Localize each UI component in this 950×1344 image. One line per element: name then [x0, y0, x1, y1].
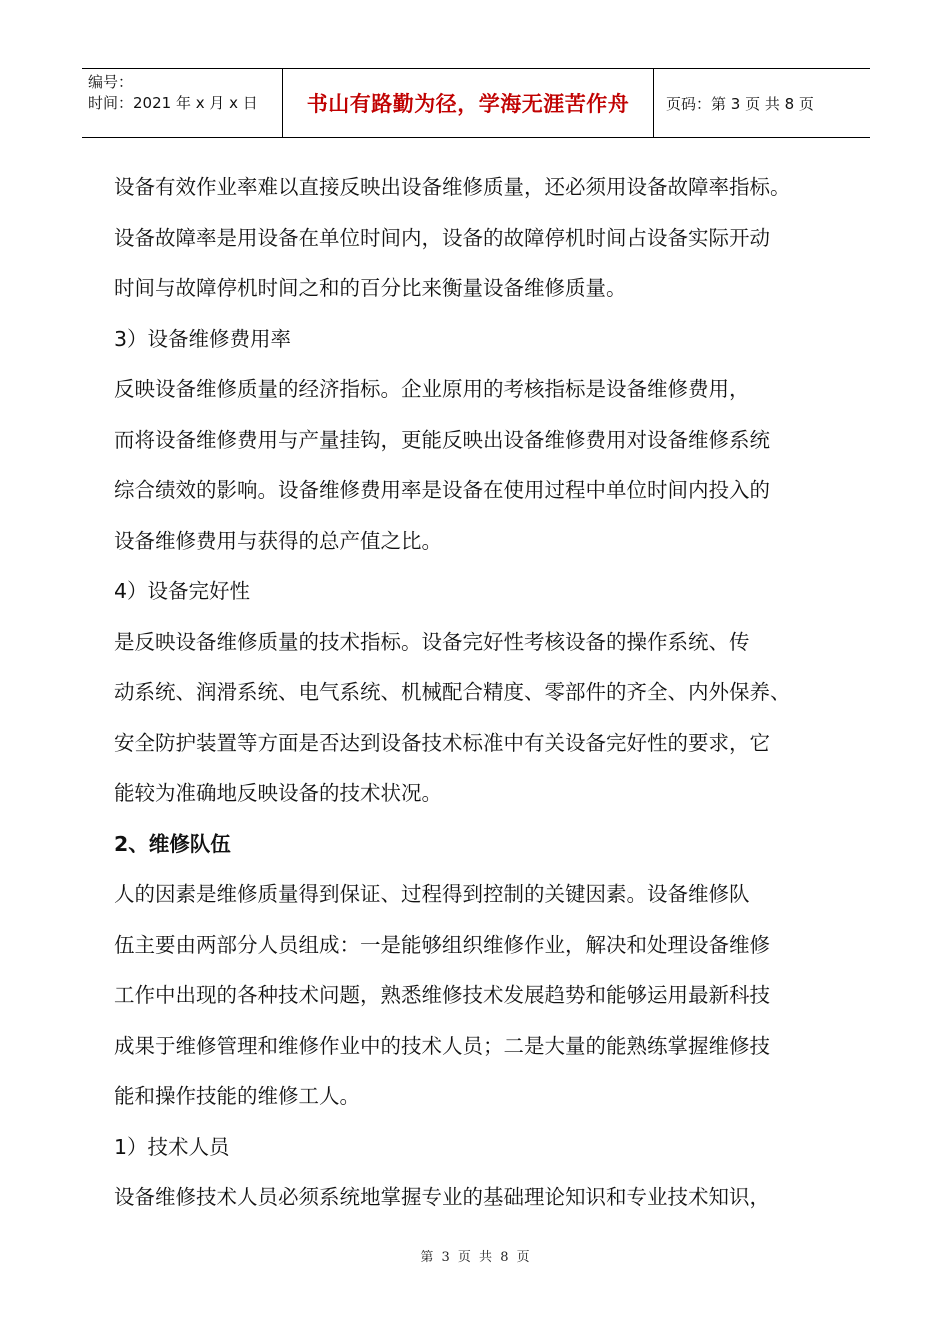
body-line: 是反映设备维修质量的技术指标。设备完好性考核设备的操作系统、传	[114, 629, 750, 654]
document-number-label: 编号：	[88, 73, 134, 91]
body-line: 反映设备维修质量的经济指标。企业原用的考核指标是设备维修费用，	[114, 377, 750, 401]
body-line: 设备有效作业率难以直接反映出设备维修质量，还必须用设备故障率指标。	[114, 175, 791, 199]
body-line: 动系统、润滑系统、电气系统、机械配合精度、零部件的齐全、内外保养、	[114, 680, 791, 704]
section-heading-maintenance-team: 2、维修队伍	[114, 831, 231, 856]
body-line: 设备故障率是用设备在单位时间内，设备的故障停机时间占设备实际开动	[114, 225, 770, 250]
document-body	[114, 162, 854, 1223]
footer-page-number: 第 3 页 共 8 页	[420, 1250, 530, 1265]
body-line: 工作中出现的各种技术问题，熟悉维修技术发展趋势和能够运用最新科技	[114, 983, 770, 1007]
body-line: 伍主要由两部分人员组成：一是能够组织维修作业，解决和处理设备维修	[114, 932, 770, 957]
page-footer	[0, 1246, 950, 1265]
body-line: 设备维修费用与获得的总产值之比。	[114, 528, 442, 553]
header-info-cell	[82, 69, 282, 137]
subheading-technical-staff: 1）技术人员	[114, 1134, 230, 1159]
body-line: 安全防护装置等方面是否达到设备技术标准中有关设备完好性的要求，它	[114, 730, 770, 755]
body-line: 而将设备维修费用与产量挂钩，更能反映出设备维修费用对设备维修系统	[114, 427, 770, 452]
subheading-equipment-integrity: 4）设备完好性	[114, 579, 251, 603]
body-line: 综合绩效的影响。设备维修费用率是设备在使用过程中单位时间内投入的	[114, 478, 770, 502]
header-motto-cell	[282, 69, 654, 137]
document-header	[82, 68, 870, 138]
body-line: 人的因素是维修质量得到保证、过程得到控制的关键因素。设备维修队	[114, 882, 750, 906]
body-line: 能较为准确地反映设备的技术状况。	[114, 781, 442, 805]
body-line: 时间与故障停机时间之和的百分比来衡量设备维修质量。	[114, 276, 627, 300]
header-motto: 书山有路勤为径，学海无涯苦作舟	[306, 92, 630, 116]
header-page-indicator: 页码：第 3 页 共 8 页	[666, 94, 814, 113]
body-line: 成果于维修管理和维修作业中的技术人员；二是大量的能熟练掌握维修技	[114, 1033, 770, 1058]
body-line: 设备维修技术人员必须系统地掌握专业的基础理论知识和专业技术知识，	[114, 1185, 770, 1209]
document-date-label: 时间：2021 年 x 月 x 日	[88, 94, 258, 112]
body-line: 能和操作技能的维修工人。	[114, 1084, 360, 1108]
header-page-cell	[654, 69, 870, 137]
subheading-maintenance-cost-rate: 3）设备维修费用率	[114, 326, 292, 351]
